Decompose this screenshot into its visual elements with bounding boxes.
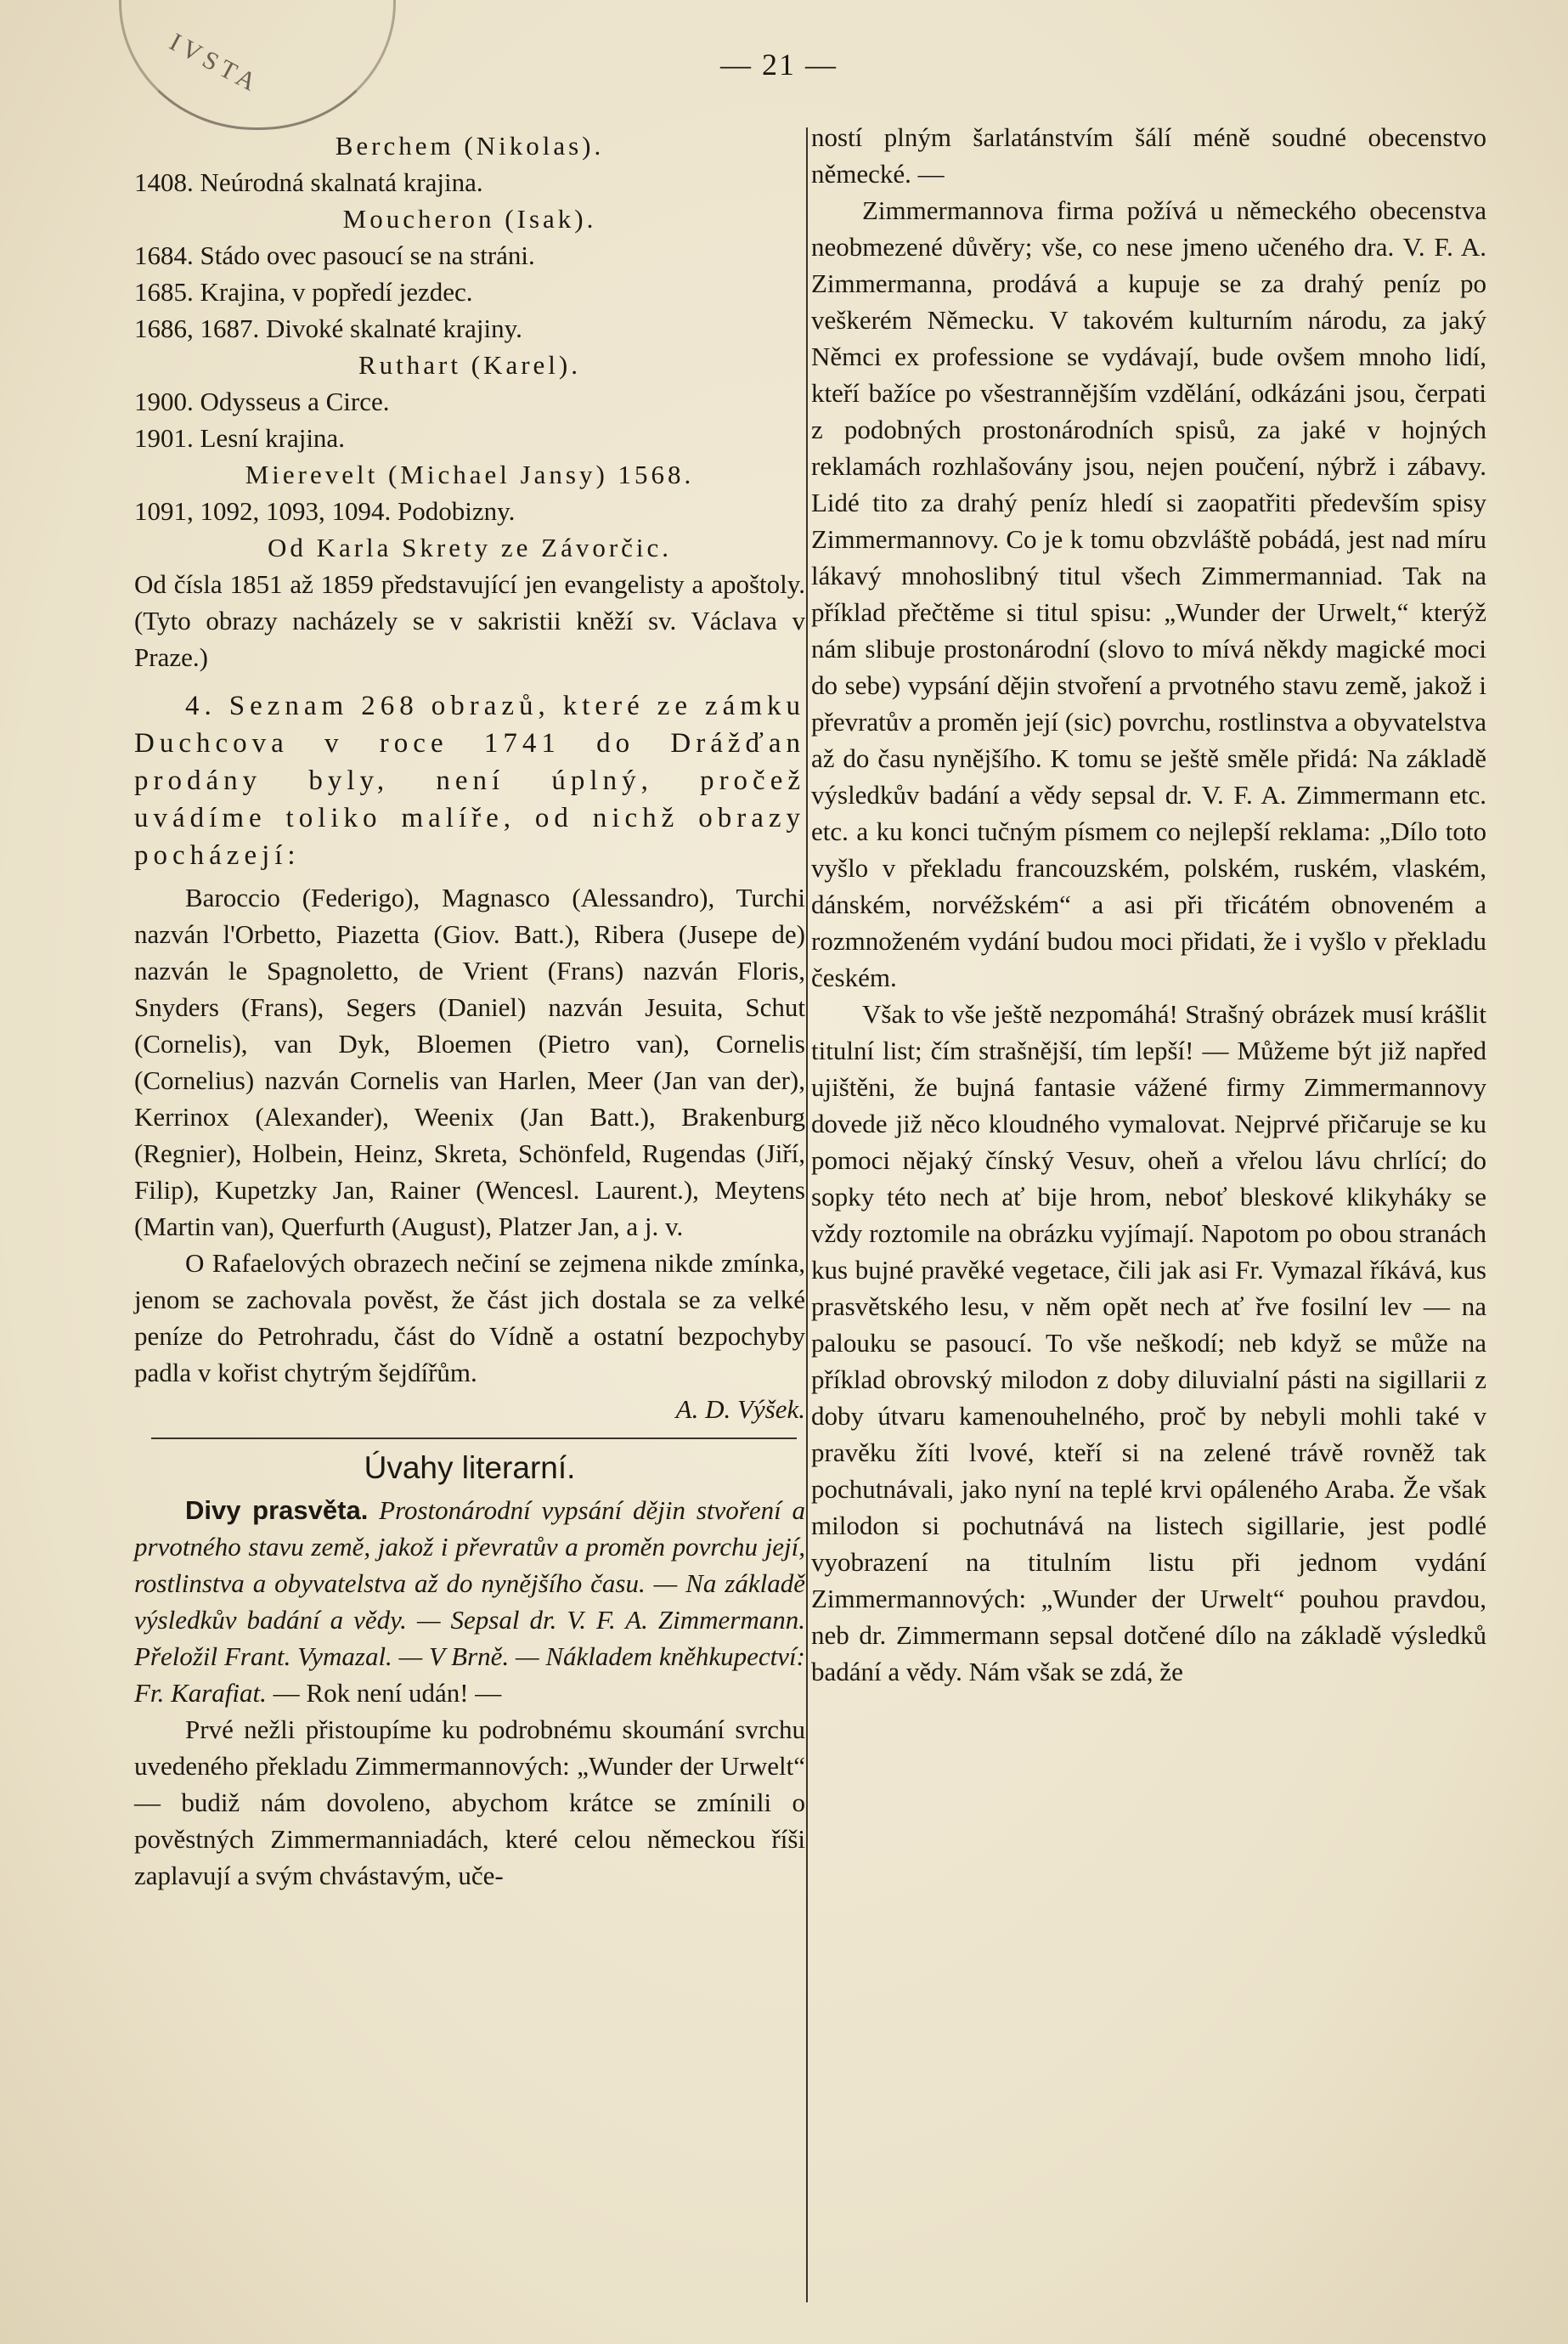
catalog-entry: 1901. Lesní krajina. bbox=[134, 423, 345, 453]
review-header bbox=[134, 1492, 805, 1711]
catalog-artist: Moucheron (Isak). bbox=[342, 204, 597, 234]
section-rule bbox=[151, 1437, 797, 1439]
left-column bbox=[134, 119, 805, 1894]
right-column bbox=[811, 119, 1486, 1690]
catalog-entry: 1684. Stádo ovec pasoucí se na stráni. bbox=[134, 240, 535, 270]
catalog-entry: 1900. Odysseus a Circe. bbox=[134, 387, 390, 416]
section-title: Úvahy literarní. bbox=[364, 1450, 576, 1485]
catalog-entry: 1408. Neúrodná skalnatá krajina. bbox=[134, 167, 483, 197]
catalog-entry: 1686, 1687. Divoké skalnaté krajiny. bbox=[134, 313, 522, 343]
stamp-lettering: IVSTA bbox=[165, 27, 266, 99]
review-year: — Rok není udán! — bbox=[273, 1678, 502, 1708]
review-lead: Divy prasvěta. bbox=[185, 1495, 369, 1525]
article-signature: A. D. Výšek. bbox=[675, 1394, 805, 1424]
catalog-note: Od čísla 1851 až 1859 představující jen evangelisty a apoštoly. (Tyto obrazy nacházely se v sakristii kněží sv. Václava v Praze.) bbox=[134, 569, 805, 672]
rafael-paragraph: O Rafaelových obrazech nečiní se zejmena nikde zmínka, jenom se zachovala pověst, že část jich dostala se za velké peníze do Petrohradu, část do Vídně a ostatní bezpochyby padla v kořist chytrým šejdířům. bbox=[134, 1248, 805, 1387]
continued-paragraph: ností plným šarlatánstvím šálí méně soudné obecenstvo německé. — bbox=[811, 122, 1486, 189]
column-divider bbox=[806, 127, 808, 2302]
catalog-entry: 1685. Krajina, v popředí jezdec. bbox=[134, 277, 473, 307]
catalog-artist: Mierevelt (Michael Jansy) 1568. bbox=[245, 460, 695, 489]
page-number: — 21 — bbox=[720, 48, 838, 82]
zimmermann-paragraph: Zimmermannova firma požívá u německého obecenstva neobmezené důvěry; vše, co nese jmeno učeného dra. V. F. A. Zimmermanna, prodává a kupuje se za drahý peníz po veškerém Německu. V takovém kulturním národu, za jaký Němci ex professione se vydávají, bude ovšem mnoho lidí, kteří bažíce po všestrannějším vzdělání, odkázáni jsou, čerpati z podobných prostonárodních spisů, za jaké v hojných reklamách rozhlašovány jsou, nejen poučení, nýbrž i zábavy. Lidé tito za drahý peníz hledí si zaopatřiti především spisy Zimmermannovy. Co je k tomu obzvláště pobádá, jest nad míru lákavý mnohoslibný titul všech Zimmermanniad. Tak na příklad přečtěme si titul spisu: „Wunder der Urwelt,“ kterýž nám slibuje prostonárodní (slovo to mívá někdy magické moci do sebe) vypsání dějin stvoření a prvotného stavu země, jakož i převratův a proměn její (sic) povrchu, rostlinstva a obyvatelstva až do času nynějšího. K tomu se ještě směle přidá: Na základě výsledkův badání a vědy sepsal dr. V. F. A. Zimmermann etc. etc. a ku konci tučným písmem co nejlepší reklama: „Dílo toto vyšlo v překladu francouzském, polském, ruském, vlaském, dánském, norvéžském“ a asi při třicátém obnoveném a rozmnoženém vydání budou moci přidati, že i vyšlo v překladu českém. bbox=[811, 195, 1486, 992]
review-paragraph: Prvé nežli přistoupíme ku podrobnému skoumání svrchu uvedeného překladu Zimmermannových: „Wunder der Urwelt“ — budiž nám dovoleno, abychom krátce se zmínili o pověstných Zimmermanniadách, které celou německou říši zaplavují a svým chvástavým, uče- bbox=[134, 1714, 805, 1890]
painters-list: Baroccio (Federigo), Magnasco (Alessandro), Turchi nazván l'Orbetto, Piazetta (Giov. Batt.), Ribera (Jusepe de) nazván le Spagnoletto, de Vrient (Frans) nazván Floris, Snyders (Frans), Segers (Daniel) nazván Jesuita, Schut (Cornelis), van Dyk, Bloemen (Pietro van), Cornelis (Cornelius) nazván Cornelis van Harlen, Meer (Jan van der), Kerrinox (Alexander), Weenix (Jan Batt.), Brakenburg (Regnier), Holbein, Heinz, Skreta, Schönfeld, Rugendas (Jiří, Filip), Kupetzky Jan, Rainer (Wencesl. Laurent.), Meytens (Martin van), Querfurth (August), Platzer Jan, a j. v. bbox=[134, 883, 805, 1241]
catalog-artist: Ruthart (Karel). bbox=[358, 350, 581, 380]
catalog-artist: Berchem (Nikolas). bbox=[335, 131, 605, 161]
library-stamp bbox=[119, 0, 396, 130]
illustration-paragraph: Však to vše ještě nezpomáhá! Strašný obrázek musí krášlit titulní list; čím strašnější, tím lepší! — Můžeme být již napřed ujištěni, že bujná fantasie vážené firmy Zimmermannovy dovede již něco kloudného vymalovat. Nejprvé přičaruje se ku pomoci nějaký čínský Vesuv, oheň a vřelou lávu chrlící; do sopky této nech ať bije hrom, neboť bleskové klikyháky se vždy roztomile na obrázku vyjímají. Napotom po obou stranách kus bujné pravěké vegetace, čili jak asi Fr. Vymazal říkává, kus prasvětského lesu, v něm opět nech ať řve fosilní lev — na palouku se pasoucí. To vše neškodí; neb když se může na příklad obrovský milodon z doby diluvialní pásti na sigillarii z doby útvaru kamenouhelného, proč by nebyli mohli také v pravěku žíti lvové, kteří si na zelené trávě rovněž tak pochutnávali, jako nyní na teplé krvi opáleného Araba. Že však milodon si pochutnává na listech sigillarie, jest podlé vyobrazení na titulním listu při jednom vydání Zimmermannových: „Wunder der Urwelt“ pouhou pravdou, neb dr. Zimmermann sepsal dotčené dílo na základě výsledků badání a vědy. Nám však se zdá, že bbox=[811, 999, 1486, 1686]
catalog-artist: Od Karla Skrety ze Závorčic. bbox=[267, 533, 673, 562]
catalog-entry: 1091, 1092, 1093, 1094. Podobizny. bbox=[134, 496, 516, 526]
review-bibliography: Prostonárodní vypsání dějin stvoření a prvotného stavu země, jakož i převratův a proměn povrchu její, rostlinstva a obyvatelstva až do nynějšího času. — Na základě výsledkův badání a vědy. — Sepsal dr. V. F. A. Zimmermann. Přeložil Frant. Vymazal. — V Brně. — Nákladem kněhkupectví: Fr. Karafiat. bbox=[134, 1495, 806, 1708]
seznam-heading: 4. Seznam 268 obrazů, které ze zámku Duchcova v roce 1741 do Drážďan prodány byly, není úplný, pročež uvádíme toliko malíře, od nichž obrazy pocházejí: bbox=[134, 691, 805, 871]
